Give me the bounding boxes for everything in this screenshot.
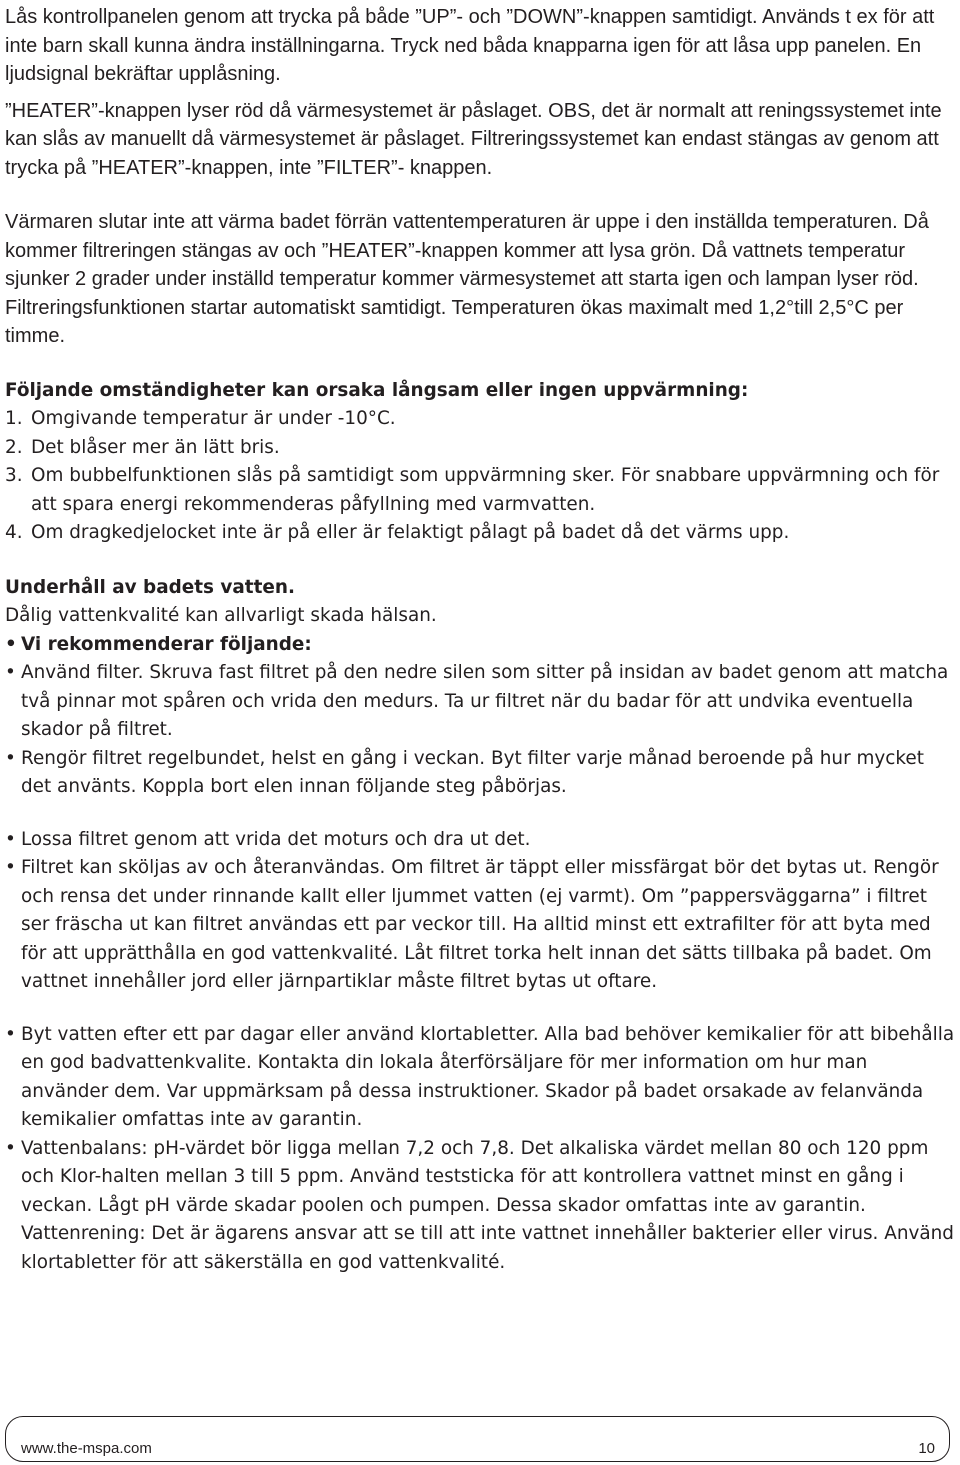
- list-item-number: 3.: [5, 465, 23, 486]
- maintenance-section: [5, 574, 955, 1278]
- paragraph-heater-button: ”HEATER”-knappen lyser röd då värmesystemet är påslaget. OBS, det är normalt att reningssystemet inte kan slås av manuellt då värmesystemet är påslaget. Filtreringssystemet kan endast stängas av genom att trycka på ”HEATER”-knappen, inte ”FILTER”- knappen.: [5, 99, 942, 179]
- paragraph-panel-lock: Lås kontrollpanelen genom att trycka på både ”UP”- och ”DOWN”-knappen samtidigt. Används t ex för att inte barn skall kunna ändra inställningarna. Tryck ned båda knapparna igen för att låsa upp panelen. En ljudsignal bekräftar upplåsning.: [5, 6, 935, 85]
- list-item-text: Om dragkedjelocket inte är på eller är felaktigt pålagt på badet då det värms upp.: [31, 522, 790, 543]
- list-item: [5, 826, 955, 855]
- list-item-text: Lossa filtret genom att vrida det moturs och dra ut det.: [21, 828, 531, 850]
- list-item: [5, 1021, 955, 1135]
- list-item: [5, 405, 955, 434]
- list-item-text: Om bubbelfunktionen slås på samtidigt som uppvärmning sker. För snabbare uppvärmning och för att spara energi rekommenderas påfyllning med varmvatten.: [31, 465, 940, 515]
- bullet-icon: •: [5, 857, 16, 878]
- list-item-number: 2.: [5, 436, 23, 458]
- maintenance-heading: Underhåll av badets vatten.: [5, 576, 295, 598]
- list-item-text: Omgivande temperatur är under -10°C.: [31, 408, 396, 429]
- bullet-icon: •: [5, 747, 16, 769]
- list-item: [5, 462, 955, 519]
- paragraph-heater-behavior: Värmaren slutar inte att värma badet förrän vattentemperaturen är uppe i den inställda temperaturen. Då kommer filtreringen stängas av och ”HEATER”-knappen kommer att lysa grön. Då vattnets temperatur sjunker 2 grader under inställd temperatur kommer värmesystemet att starta igen och lampan lyser röd. Filtreringsfunktionen startar automatiskt samtidigt. Temperaturen ökas maximalt med 1,2°till 2,5°C per timme.: [5, 211, 929, 347]
- list-item-text: Rengör filtret regelbundet, helst en gång i veckan. Byt filter varje månad beroende på hur mycket det använts. Koppla bort elen innan följande steg påbörjas.: [21, 747, 924, 797]
- list-item-text: Vattenbalans: pH-värdet bör ligga mellan 7,2 och 7,8. Det alkaliska värdet mellan 80 och 120 ppm och Klor-halten mellan 3 till 5 ppm. Använd teststicka för att kontrollera vattnet minst en gång i veckan. Lågt pH värde skadar poolen och pumpen. Dessa skador omfattas inte av garantin. Vattenrening: Det är ägarens ansvar att se till att inte vattnet innehåller bakterier eller virus. Använd klortabletter för att säkerställa en god vattenkvalité.: [21, 1137, 954, 1273]
- list-item: [5, 745, 955, 802]
- list-item-text: Det blåser mer än lätt bris.: [31, 436, 280, 458]
- bullet-icon: •: [5, 633, 17, 655]
- list-item: [5, 1135, 955, 1278]
- list-item: [5, 659, 955, 745]
- page-number: 10: [918, 1440, 935, 1457]
- list-item: [5, 519, 955, 548]
- list-item-number: 1.: [5, 408, 23, 429]
- manual-page: [5, 3, 955, 1277]
- slow-heating-section: [5, 377, 955, 548]
- list-item-text: Använd filter. Skruva fast filtret på den nedre silen som sitter på insidan av badet genom att matcha två pinnar mot spåren och vrida den medurs. Ta ur filtret när du badar för att undvika eventuella skador på filtret.: [21, 662, 949, 740]
- bullet-icon: •: [5, 662, 16, 683]
- list-item: [5, 434, 955, 463]
- recommend-heading: [5, 631, 955, 660]
- list-item: [5, 854, 955, 997]
- slow-heating-heading: Följande omständigheter kan orsaka långsam eller ingen uppvärmning:: [5, 379, 749, 401]
- list-item-text: Byt vatten efter ett par dagar eller använd klortabletter. Alla bad behöver kemikalier för att bibehålla en god badvattenkvalite. Kontakta din lokala återförsäljare för mer information om hur man använder dem. Var uppmärksam på dessa instruktioner. Skador på badet orsakade av felanvända kemikalier omfattas inte av garantin.: [21, 1023, 955, 1130]
- bullet-icon: •: [5, 1137, 16, 1159]
- maintenance-intro: Dålig vattenkvalité kan allvarligt skada hälsan.: [5, 605, 437, 626]
- recommend-heading-text: Vi rekommenderar följande:: [21, 633, 312, 655]
- bullet-icon: •: [5, 828, 16, 850]
- bullet-icon: •: [5, 1023, 16, 1045]
- footer-url[interactable]: www.the-mspa.com: [21, 1440, 152, 1457]
- page-footer: [5, 1416, 950, 1462]
- list-item-text: Filtret kan sköljas av och återanvändas. Om filtret är täppt eller missfärgat bör det bytas ut. Rengör och rensa det under rinnande kallt eller ljummet vatten (ej varmt). Om ”pappersväggarna” i filtret ser fräscha ut kan filtret användas ett par veckor till. Ha alltid minst ett extrafilter för att byta med för att upprätthålla en god vattenkvalité. Låt filtret torka helt innan det sätts tillbaka på badet. Om vattnet innehåller jord eller järnpartiklar måste filtret bytas ut oftare.: [21, 857, 939, 992]
- list-item-number: 4.: [5, 522, 23, 543]
